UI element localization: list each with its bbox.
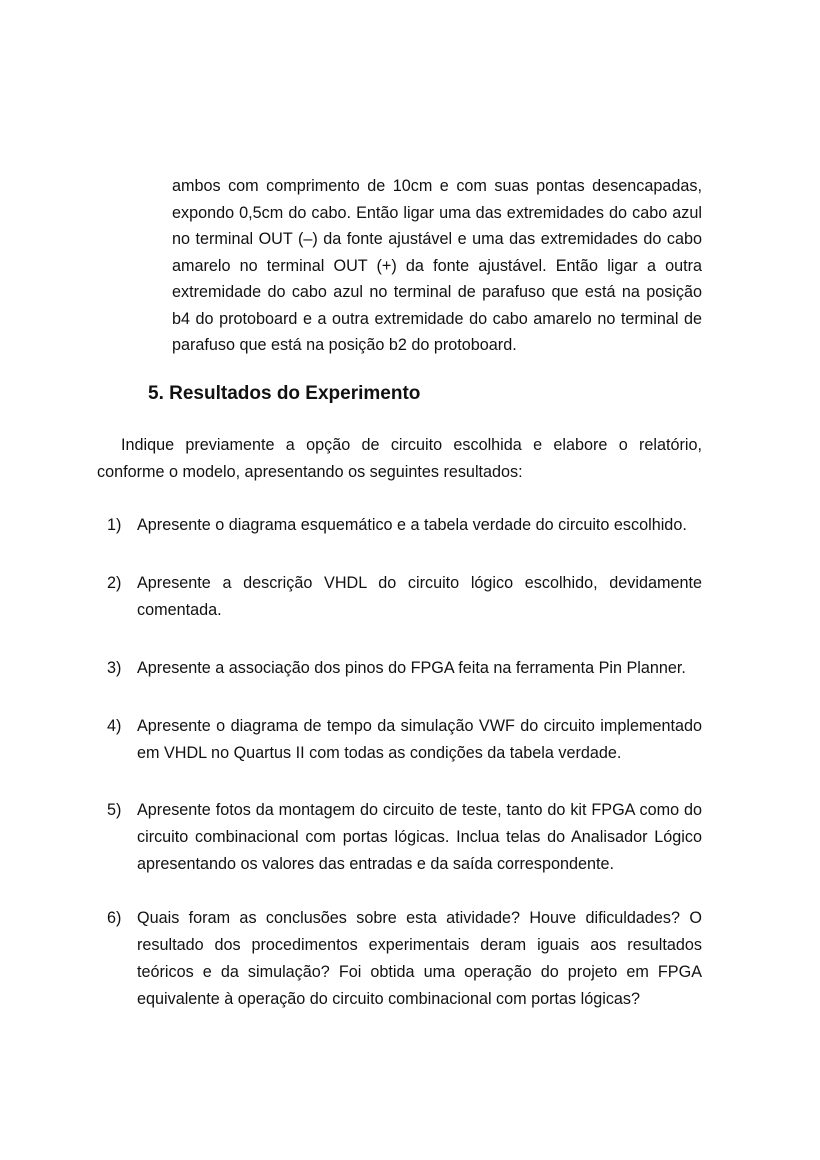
- list-item-number: 5): [107, 801, 122, 819]
- list-item-text: Apresente a descrição VHDL do circuito lógico escolhido, devidamente comentada.: [137, 574, 702, 619]
- list-item: [97, 512, 702, 539]
- section-heading: 5. Resultados do Experimento: [148, 383, 421, 404]
- list-item-text: Quais foram as conclusões sobre esta atividade? Houve dificuldades? O resultado dos procedimentos experimentais deram iguais aos resultados teóricos e da simulação? Foi obtida uma operação do projeto em FPGA equivalente à operação do circuito combinacional com portas lógicas?: [137, 909, 702, 1008]
- list-item: [97, 570, 702, 624]
- list-item: [97, 905, 702, 1013]
- list-item: [97, 797, 702, 878]
- list-item-text: Apresente o diagrama esquemático e a tabela verdade do circuito escolhido.: [137, 516, 687, 534]
- list-item: [97, 655, 702, 682]
- list-item: [97, 713, 702, 767]
- list-item-number: 4): [107, 717, 122, 735]
- list-item-number: 1): [107, 516, 122, 534]
- list-item-text: Apresente o diagrama de tempo da simulação VWF do circuito implementado em VHDL no Quartus II com todas as condições da tabela verdade.: [137, 717, 702, 762]
- list-item-text: Apresente a associação dos pinos do FPGA feita na ferramenta Pin Planner.: [137, 659, 686, 677]
- list-item-number: 6): [107, 909, 122, 927]
- continuation-paragraph: ambos com comprimento de 10cm e com suas pontas desencapadas, expondo 0,5cm do cabo. Então ligar uma das extremidades do cabo azul no terminal OUT (–) da fonte ajustável e uma das extremidades do cabo amarelo no terminal OUT (+) da fonte ajustável. Então ligar a outra extremidade do cabo azul no terminal de parafuso que está na posição b4 do protoboard e a outra extremidade do cabo amarelo no terminal de parafuso que está na posição b2 do protoboard.: [172, 177, 702, 354]
- list-item-number: 3): [107, 659, 122, 677]
- list-item-text: Apresente fotos da montagem do circuito de teste, tanto do kit FPGA como do circuito combinacional com portas lógicas. Inclua telas do Analisador Lógico apresentando os valores das entradas e da saída correspondente.: [137, 801, 702, 873]
- section-intro: Indique previamente a opção de circuito escolhida e elabore o relatório, conforme o modelo, apresentando os seguintes resultados:: [97, 436, 702, 481]
- list-item-number: 2): [107, 574, 122, 592]
